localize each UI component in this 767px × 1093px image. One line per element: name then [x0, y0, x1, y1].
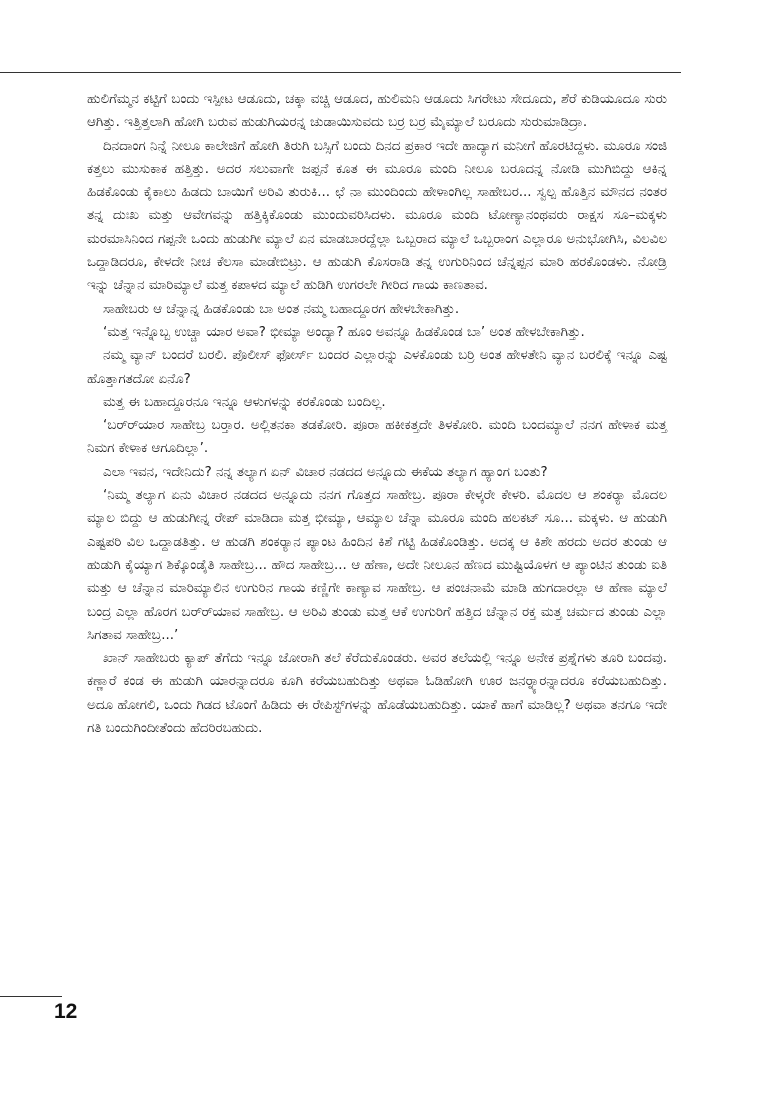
paragraph-5: ನಮ್ಮ ವ್ಯಾನ್ ಬಂದರೆ ಬರಲಿ. ಪೊಲೀಸ್ ಫೋರ್ಸ್ ಬಂದರ ಎಲ್ಲಾರನ್ನು ಎಳಕೊಂಡು ಬರ್‍ರಿ ಅಂತ ಹೇಳತೇನಿ ವ್ಯಾನ ಬರಲಿಕ್ಕೆ ಇನ್ನೂ ಎಷ್ಟ ಹೊತ್ತಾಗತದೋ ಏನೊ? [87, 348, 667, 387]
footer-rule [0, 996, 62, 997]
paragraph-7: ‘ಬರ್‍ರ್‍ಯಾರ ಸಾಹೇಬ್ರ ಬರ್‍ತಾರ. ಅಲ್ಲಿತನಕಾ ತಡಕೋರಿ. ಪೂರಾ ಹಕೀಕತ್ತದೇ ತಿಳಕೋರಿ. ಮಂದಿ ಬಂದಮ್ಯಾಲೆ ನನಗ ಹೇಳಾಕ ಮತ್ತ ನಿಮಗ ಕೇಳಾಕ ಆಗೂದಿಲ್ಲಾ’. [87, 418, 667, 457]
paragraph-9: ‘ನಿಮ್ಮ ತಲ್ಯಾಗ ಏನು ವಿಚಾರ ನಡದದ ಅನ್ನೂದು ನನಗ ಗೊತ್ತದ ಸಾಹೇಬ್ರ. ಪೂರಾ ಕೇಳ್ಕರೇ ಕೇಳರಿ. ಮೊದಲ ಆ ಶಂಕರ್‍ಯಾ ಮೊದಲ ಮ್ಯಾಲ ಬಿದ್ದು ಆ ಹುಡುಗೀನ್ನ ರೇಪ್ ಮಾಡಿದಾ ಮತ್ತ ಭೀಮ್ಯಾ, ಆಮ್ಯಾಲ ಚೆನ್ನಾ ಮೂರೂ ಮಂದಿ ಹಲಕಟ್ ಸೂ... ಮಕ್ಕಳು. ಆ ಹುಡುಗಿ ಎಷ್ಟಪರಿ ವಿಲ ಒದ್ದಾಡತಿತ್ತು. ಆ ಹುಡಗಿ ಶಂಕರ್‍ಯಾನ ಪ್ಯಾಂಟ ಹಿಂದಿನ ಕಿಶೆ ಗಟ್ಟಿ ಹಿಡಕೊಂಡಿತ್ತು. ಅದಕ್ಕ ಆ ಕಿಶೇ ಹರದು ಅದರ ತುಂಡು ಆ ಹುಡುಗಿ ಕೈಯ್ಯಾಗ ಶಿಕ್ಕೊಂಡೈತಿ ಸಾಹೇಬ್ರ... ಹೌದ ಸಾಹೇಬ್ರ... ಆ ಹೆಣಾ, ಅದೇ ನೀಲೂನ ಹೆಣದ ಮುಷ್ಟಿಯೊಳಗ ಆ ಪ್ಯಾಂಟಿನ ತುಂಡು ಐತಿ ಮತ್ತು ಆ ಚೆನ್ನಾನ ಮಾರಿಮ್ಯಾಲಿನ ಉಗುರಿನ ಗಾಯ ಕಣ್ಣಿಗೇ ಕಾಣ್ಯಾವ ಸಾಹೇಬ್ರ. ಆ ಪಂಚನಾಮೆ ಮಾಡಿ ಹುಗದಾರಲ್ಲಾ ಆ ಹೆಣಾ ಮ್ಯಾಲೆ ಬಂದ್ರ ಎಲ್ಲಾ ಹೊರಗ ಬರ್‍ರ್‍ಯಾವ ಸಾಹೇಬ್ರ. ಆ ಅರಿವಿ ತುಂಡು ಮತ್ತ ಆಕೆ ಉಗುರಿಗೆ ಹತ್ತಿದ ಚೆನ್ನಾನ ರಕ್ತ ಮತ್ತ ಚರ್ಮದ ತುಂಡು ಎಲ್ಲಾ ಸಿಗತಾವ ಸಾಹೇಬ್ರ...’ [87, 488, 667, 643]
page-number: 12 [54, 1000, 78, 1023]
paragraph-3: ಸಾಹೇಬರು ಆ ಚೆನ್ನಾನ್ನ ಹಿಡಕೊಂಡು ಬಾ ಅಂತ ನಮ್ಮ ಬಹಾದ್ದೂರಗ ಹೇಳಬೇಕಾಗಿತ್ತು. [103, 301, 460, 317]
paragraph-2: ದಿನದಾಂಗ ನಿನ್ನೆ ನೀಲೂ ಕಾಲೇಜಿಗೆ ಹೋಗಿ ತಿರುಗಿ ಬಸ್ಸಿಗೆ ಬಂದು ದಿನದ ಪ್ರಕಾರ ಇದೇ ಹಾದ್ಯಾಗ ಮನೀಗೆ ಹೊರಟಿದ್ದಳು. ಮೂರೂ ಸಂಜಿ ಕತ್ತಲು ಮುಸುಕಾಕ ಹತ್ತಿತ್ತು. ಅದರ ಸಲುವಾಗೇ ಜಪ್ಪನೆ ಕೂತ ಈ ಮೂರೂ ಮಂದಿ ನೀಲೂ ಬರೂದನ್ನ ನೋಡಿ ಮುಗಿಬಿದ್ದು ಆಕಿನ್ನ ಹಿಡಕೊಂಡು ಕೈಕಾಲು ಹಿಡದು ಬಾಯಿಗೆ ಅರಿವಿ ತುರುಕಿ... ಛೆ ನಾ ಮುಂದಿಂದು ಹೇಳಾಂಗಿಲ್ಲ ಸಾಹೇಬರ... ಸ್ವಲ್ಪ ಹೊತ್ತಿನ ಮೌನದ ನಂತರ ತನ್ನ ದುಃಖ ಮತ್ತು ಆವೇಗವನ್ನು ಹತ್ತಿಕ್ಕಿಕೊಂಡು ಮುಂದುವರಿಸಿದಳು. ಮೂರೂ ಮಂದಿ ಟೋಣ್ಯಾನಂಥವರು ರಾಕ್ಷಸ ಸೂ–ಮಕ್ಕಳು ಮರಮಾಸಿನಿಂದ ಗಪ್ಪನೇ ಒಂದು ಹುಡುಗೀ ಮ್ಯಾಲೆ ಏನ ಮಾಡಬಾರದ್ದೆಲ್ಲಾ ಒಬ್ಬರಾದ ಮ್ಯಾಲೆ ಒಬ್ಬರಾಂಗ ಎಲ್ಲಾರೂ ಅನುಭೋಗಿಸಿ, ವಿಲವಿಲ ಒದ್ದಾಡಿದರೂ, ಕೇಳದೇ ನೀಚ ಕೆಲಸಾ ಮಾಡೇಬಿಟ್ರು. ಆ ಹುಡುಗಿ ಕೊಸರಾಡಿ ತನ್ನ ಉಗುರಿನಿಂದ ಚೆನ್ನಪ್ಪನ ಮಾರಿ ಹರಕೊಂಡಳು. ನೋಡ್ರಿ ಇನ್ನು ಚೆನ್ನಾನ ಮಾರಿಮ್ಯಾಲೆ ಮತ್ತ ಕಪಾಳದ ಮ್ಯಾಲೆ ಹುಡಿಗಿ ಉಗರಲೇ ಗೀರಿದ ಗಾಯ ಕಾಣತಾವ. [87, 138, 667, 294]
paragraph-6: ಮತ್ತ ಈ ಬಹಾದ್ದೂರನೂ ಇನ್ನೂ ಆಳುಗಳನ್ನು ಕರಕೊಂಡು ಬಂದಿಲ್ಲ. [103, 394, 386, 410]
paragraph-4: ‘ಮತ್ತ ಇನ್ನೊಬ್ಬ ಉಚ್ಚಾ ಯಾರ ಅವಾ? ಭೀಮ್ಯಾ ಅಂದ್ಯಾ? ಹೂಂ ಅವನ್ನೂ ಹಿಡಕೊಂಡ ಬಾ’ ಅಂತ ಹೇಳಬೇಕಾಗಿತ್ತು. [103, 324, 585, 340]
paragraph-8: ಎಲಾ ಇವನ, ಇದೇನಿದು? ನನ್ನ ತಲ್ಯಾಗ ಏನ್ ವಿಚಾರ ನಡದದ ಅನ್ನೂದು ಈಕೆಯ ತಲ್ಯಾಗ ಹ್ಯಾಂಗ ಬಂತು? [103, 464, 548, 480]
paragraph-10: ಖಾನ್ ಸಾಹೇಬರು ಕ್ಯಾಪ್ ತೆಗೆದು ಇನ್ನೂ ಜೋರಾಗಿ ತಲೆ ಕೆರೆದುಕೊಂಡರು. ಅವರ ತಲೆಯಲ್ಲಿ ಇನ್ನೂ ಅನೇಕ ಪ್ರಶ್ನೆಗಳು ತೂರಿ ಬಂದವು. ಕಣ್ಣಾರೆ ಕಂಡ ಈ ಹುಡುಗಿ ಯಾರನ್ನಾದರೂ ಕೂಗಿ ಕರೆಯಬಹುದಿತ್ತು ಅಥವಾ ಓಡಿಹೋಗಿ ಊರ ಜನರ್‍ನ್ಯಾರನ್ನಾದರೂ ಕರೆಯಬಹುದಿತ್ತು. ಅದೂ ಹೋಗಲಿ, ಒಂದು ಗಿಡದ ಟೊಂಗೆ ಹಿಡಿದು ಈ ರೇಪಿಸ್ಟ್‌ಗಳನ್ನು ಹೊಡೆಯಬಹುದಿತ್ತು. ಯಾಕೆ ಹಾಗೆ ಮಾಡಿಲ್ಲ? ಅಥವಾ ತನಗೂ ಇದೇ ಗತಿ ಬಂದುಗಿಂದೀತೆಂದು ಹೆದರಿರಬಹುದು. [87, 651, 667, 737]
header-rule [0, 72, 681, 73]
body-text [87, 88, 667, 740]
paragraph-1: ಹುಲಿಗೆಮ್ಮನ ಕಟ್ಟಿಗೆ ಬಂದು ಇಸ್ಪೀಟ ಆಡೂದು, ಚಕ್ಕಾ ವಚ್ಚಿ ಆಡೂದ, ಹುಲಿಮನಿ ಆಡೂದು ಸಿಗರೇಟು ಸೇದೂದು, ಶೆರೆ ಕುಡಿಯೂದೂ ಸುರು ಆಗಿತ್ತು. ಇತ್ತಿತ್ತಲಾಗಿ ಹೋಗಿ ಬರುವ ಹುಡುಗಿಯರನ್ನ ಚುಡಾಯಿಸುವದು ಬರ್‍ರ ಬರ್‍ರ ಮೈಮ್ಯಾಲೆ ಬರೂದು ಸುರುಮಾಡಿದ್ರಾ. [87, 92, 667, 131]
